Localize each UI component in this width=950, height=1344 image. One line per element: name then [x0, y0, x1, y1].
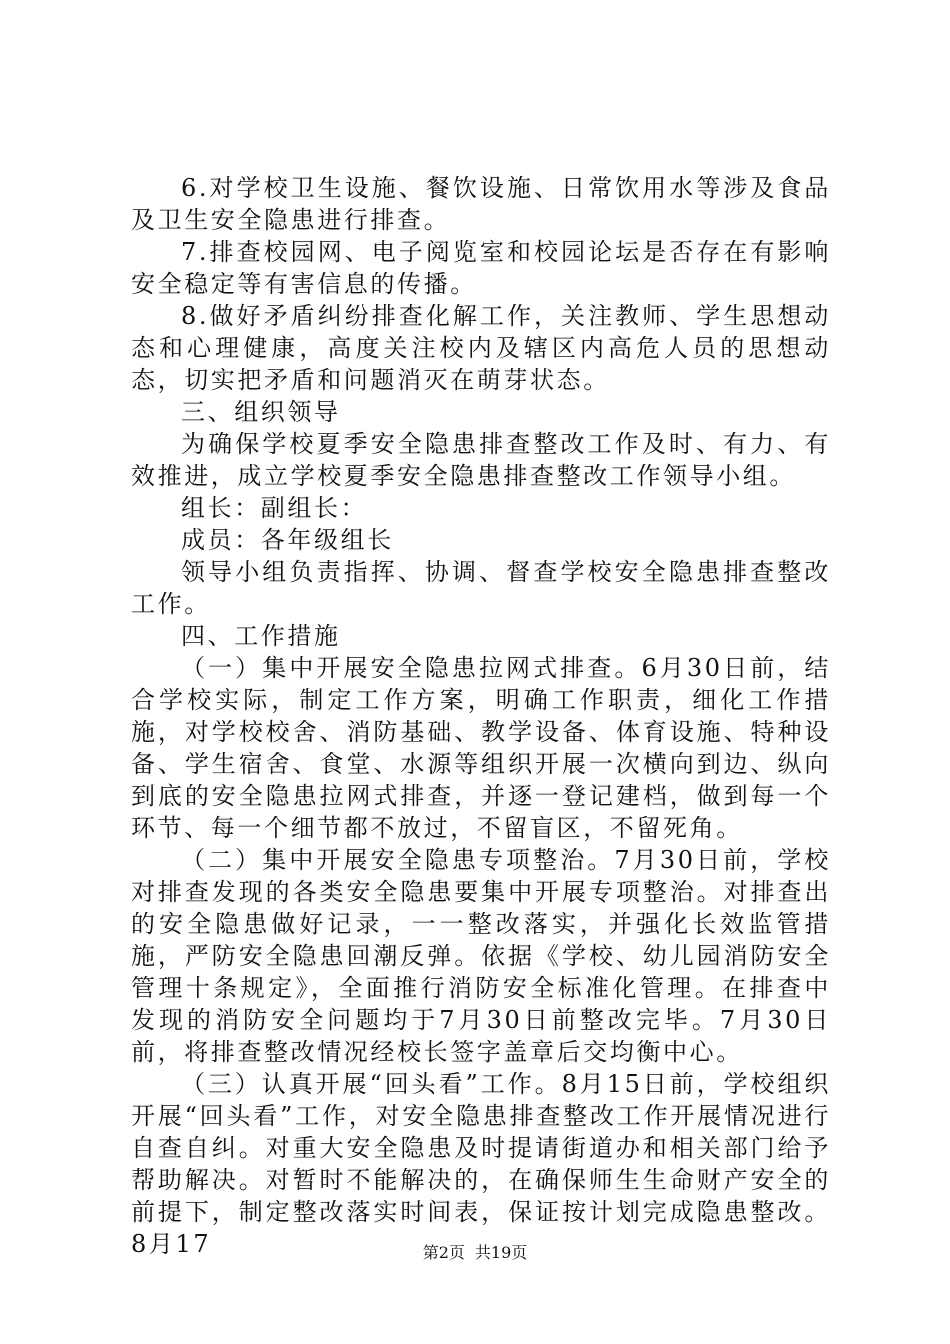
paragraph-measure-2: （二）集中开展安全隐患专项整治。7月30日前，学校对排查发现的各类安全隐患要集中开展专项整治。对排查出的安全隐患做好记录，一一整改落实，并强化长效监管措施，严防安全隐患回潮反弹。依据《学校、幼儿园消防安全管理十条规定》，全面推行消防安全标准化管理。在排查中发现的消防安全问题均于7月30日前整改完毕。7月30日前，将排查整改情况经校长签字盖章后交均衡中心。: [131, 846, 831, 1066]
paragraph-team-members: 成员：各年级组长: [181, 526, 394, 554]
document-body: [131, 172, 831, 1260]
page-footer: [0, 1243, 950, 1263]
page-number: 第2页: [422, 1243, 465, 1262]
section-heading-measures: 四、工作措施: [181, 622, 341, 650]
paragraph-organization-intro: 为确保学校夏季安全隐患排查整改工作及时、有力、有效推进，成立学校夏季安全隐患排查整改工作领导小组。: [131, 430, 831, 490]
paragraph-item-6: 6.对学校卫生设施、餐饮设施、日常饮用水等涉及食品及卫生安全隐患进行排查。: [131, 174, 831, 234]
paragraph-measure-3: （三）认真开展“回头看”工作。8月15日前，学校组织开展“回头看”工作，对安全隐患排查整改工作开展情况进行自查自纠。对重大安全隐患及时提请街道办和相关部门给予帮助解决。对暂时不能解决的，在确保师生生命财产安全的前提下，制定整改落实时间表，保证按计划完成隐患整改。8月17: [131, 1070, 831, 1258]
paragraph-item-8: 8.做好矛盾纠纷排查化解工作，关注教师、学生思想动态和心理健康，高度关注校内及辖区内高危人员的思想动态，切实把矛盾和问题消灭在萌芽状态。: [131, 302, 831, 394]
paragraph-team-duty: 领导小组负责指挥、协调、督查学校安全隐患排查整改工作。: [131, 558, 831, 618]
paragraph-team-leader: 组长：副组长：: [181, 494, 368, 522]
page-total: 共19页: [474, 1243, 528, 1262]
paragraph-item-7: 7.排查校园网、电子阅览室和校园论坛是否存在有影响安全稳定等有害信息的传播。: [131, 238, 831, 298]
section-heading-organization: 三、组织领导: [181, 398, 341, 426]
paragraph-measure-1: （一）集中开展安全隐患拉网式排查。6月30日前，结合学校实际，制定工作方案，明确工作职责，细化工作措施，对学校校舍、消防基础、教学设备、体育设施、特种设备、学生宿舍、食堂、水源等组织开展一次横向到边、纵向到底的安全隐患拉网式排查，并逐一登记建档，做到每一个环节、每一个细节都不放过，不留盲区，不留死角。: [131, 654, 831, 842]
